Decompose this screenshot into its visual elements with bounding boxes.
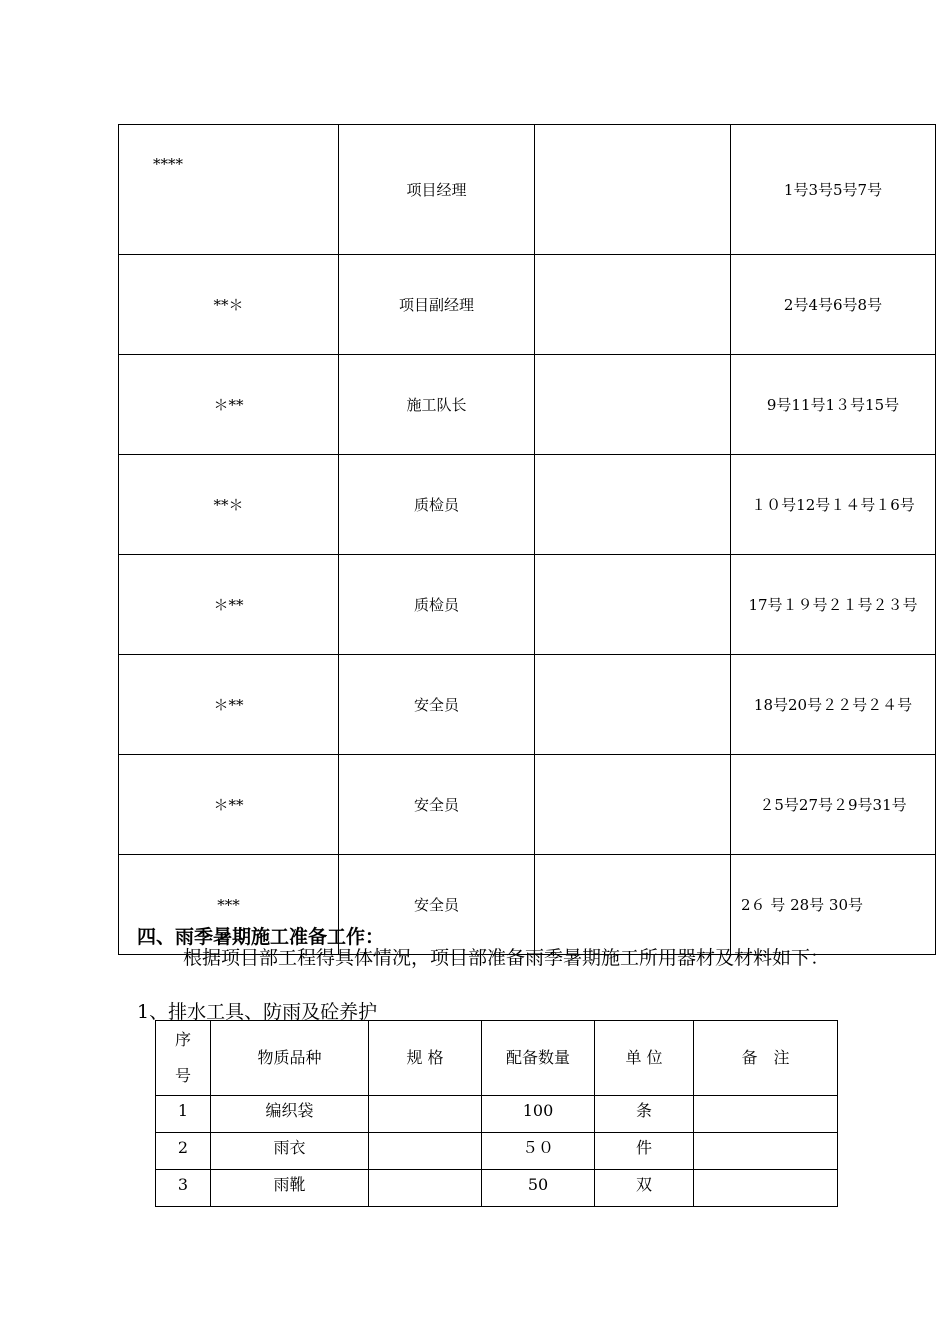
subsection-heading: 1、排水工具、防雨及砼养护 [137, 1001, 378, 1023]
blank-cell [535, 125, 731, 255]
quantity-cell: ５０ [482, 1133, 595, 1170]
quantity-cell: 50 [482, 1170, 595, 1207]
table-row [156, 1096, 838, 1133]
column-header-unit: 单 位 [595, 1021, 694, 1096]
table-row [119, 455, 936, 555]
spec-cell [369, 1170, 482, 1207]
remarks-cell [694, 1133, 838, 1170]
table-row [119, 125, 936, 255]
assigned-rooms: ２5号27号２9号31号 [731, 755, 936, 855]
quantity-cell: 100 [482, 1096, 595, 1133]
table-row [119, 655, 936, 755]
person-role: 项目经理 [339, 125, 535, 255]
person-name: **** [119, 125, 339, 255]
section-heading: 四、雨季暑期施工准备工作： [137, 926, 385, 948]
spec-cell [369, 1096, 482, 1133]
person-name: ＊** [119, 755, 339, 855]
person-name: **＊ [119, 455, 339, 555]
person-name: ＊** [119, 655, 339, 755]
assigned-rooms: 17号１９号２１号２３号 [731, 555, 936, 655]
person-name: *** [119, 855, 339, 955]
section-paragraph: 根据项目部工程得具体情况，项目部准备雨季暑期施工所用器材及材料如下： [183, 947, 830, 969]
blank-cell [535, 855, 731, 955]
seq-cell: 1 [156, 1096, 211, 1133]
table-row [119, 355, 936, 455]
column-header-spec: 规 格 [369, 1021, 482, 1096]
item-cell: 编织袋 [211, 1096, 369, 1133]
item-cell: 雨衣 [211, 1133, 369, 1170]
blank-cell [535, 455, 731, 555]
assigned-rooms: 18号20号２２号２４号 [731, 655, 936, 755]
seq-cell: 2 [156, 1133, 211, 1170]
person-role: 安全员 [339, 755, 535, 855]
assigned-rooms: 2６ 号 28号 30号 [731, 855, 936, 955]
person-role: 质检员 [339, 555, 535, 655]
spec-cell [369, 1133, 482, 1170]
blank-cell [535, 655, 731, 755]
column-header-remarks: 备 注 [694, 1021, 838, 1096]
assigned-rooms: １０号12号１４号１6号 [731, 455, 936, 555]
unit-cell: 件 [595, 1133, 694, 1170]
blank-cell [535, 255, 731, 355]
remarks-cell [694, 1170, 838, 1207]
column-header-quantity: 配备数量 [482, 1021, 595, 1096]
remarks-cell [694, 1096, 838, 1133]
assigned-rooms: 2号4号6号8号 [731, 255, 936, 355]
person-name: ＊** [119, 355, 339, 455]
blank-cell [535, 755, 731, 855]
unit-cell: 条 [595, 1096, 694, 1133]
person-role: 安全员 [339, 855, 535, 955]
table-row [156, 1170, 838, 1207]
person-role: 项目副经理 [339, 255, 535, 355]
duty-table [118, 124, 936, 955]
assigned-rooms: 9号11号1３号15号 [731, 355, 936, 455]
table-header-row [156, 1021, 838, 1096]
person-role: 施工队长 [339, 355, 535, 455]
person-name: ＊** [119, 555, 339, 655]
table-row [119, 255, 936, 355]
equipment-table [155, 1020, 838, 1207]
column-header-item: 物质品种 [211, 1021, 369, 1096]
person-name: **＊ [119, 255, 339, 355]
unit-cell: 双 [595, 1170, 694, 1207]
item-cell: 雨靴 [211, 1170, 369, 1207]
person-role: 安全员 [339, 655, 535, 755]
assigned-rooms: 1号3号5号7号 [731, 125, 936, 255]
column-header-seq: 序号 [156, 1021, 211, 1096]
table-row [119, 555, 936, 655]
blank-cell [535, 355, 731, 455]
blank-cell [535, 555, 731, 655]
seq-cell: 3 [156, 1170, 211, 1207]
person-role: 质检员 [339, 455, 535, 555]
table-row [119, 755, 936, 855]
table-row [156, 1133, 838, 1170]
